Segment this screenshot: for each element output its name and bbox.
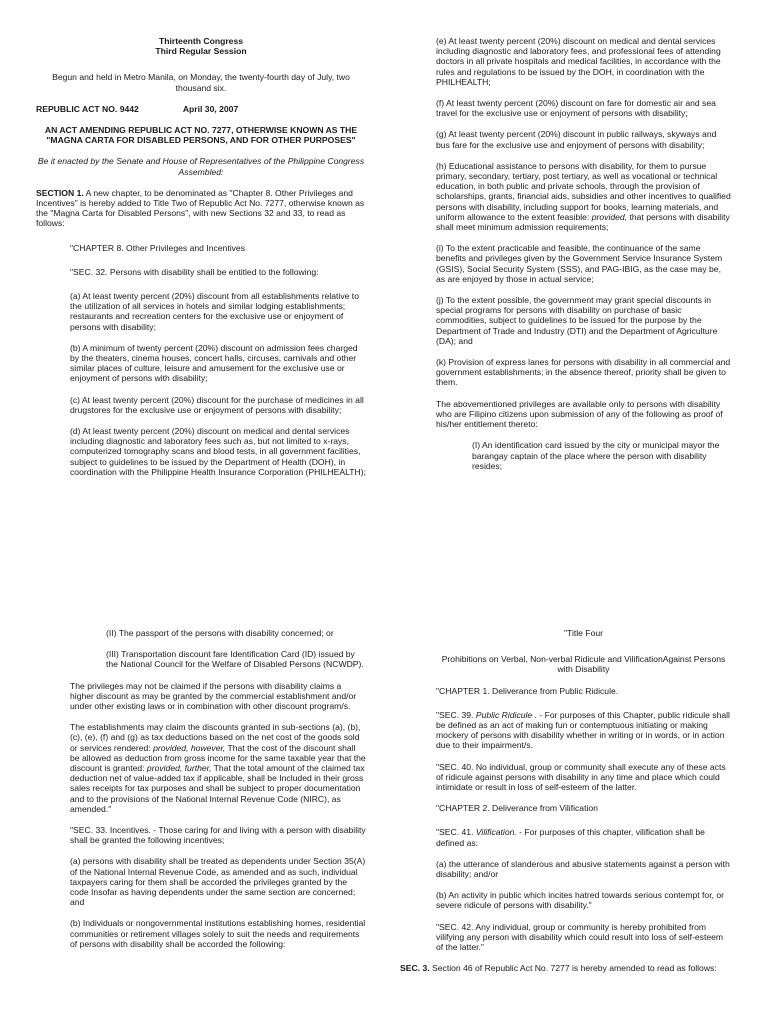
abovementioned-paragraph: The abovementioned privileges are available only to persons with disability who are Filipino citizens upon submission of any of the following as proof of his/her entitlement thereto: (436, 398, 723, 430)
sec-3 (400, 963, 731, 973)
sec-39 (436, 710, 731, 751)
proof-2: (II) The passport of the persons with disability concerned; or (106, 628, 334, 638)
establishments-paragraph (70, 722, 366, 814)
item-b: (b) A minimum of twenty percent (20%) discount on admission fees charged by the theaters, cinema houses, concert halls, circuses, carnivals and other similar places of culture, leisure and amusement for the exclusive use or enjoyment of persons with disability; (70, 342, 358, 384)
sec-41-term: Vilification. (475, 827, 517, 838)
sec-3-label: SEC. 3. (400, 963, 430, 974)
chapter-2-heading: "CHAPTER 2. Deliverance from Vilification (436, 803, 598, 814)
congress-heading: Thirteenth Congress (158, 36, 244, 46)
item-c: (c) At least twenty percent (20%) discount for the purchase of medicines in all drugstores for the exclusive use or enjoyment of persons with disability; (70, 394, 364, 415)
item-h-text-1: (h) Educational assistance to persons with disability, for them to pursue primary, secondary, tertiary, post tertiary, as well as vocational or technical education, in both public and private schools, through the provision of scholarships, grants, financial aids, subsidies and other incentives to qualified persons with disability, including support for books, learning materials, and uniform allowance to the extent feasible: (436, 160, 731, 222)
item-e: (e) At least twenty percent (20%) discount on medical and dental services including diagnostic and laboratory fees, and professional fees of attending doctors in all private hospitals and medical facilities, in accordance with the rules and regulations to be issued by the DOH, in coordination with the PHILHEALTH; (436, 36, 721, 87)
estab-text-2: That the cost of the discount shall be allowed as deduction from gross income for the same taxable year that the discount is granted: (70, 742, 366, 774)
chapter-8-heading: "CHAPTER 8. Other Privileges and Incentives (70, 242, 245, 253)
item-i: (i) To the extent practicable and feasible, the continuance of the same benefits and privileges given by the Government Service Insurance System (GSIS), Social Security System (SSS), and PAG-IBIG, as the case may be, as are enjoyed by those in actual service; (436, 243, 723, 284)
sec-3-text: Section 46 of Republic Act No. 7277 is hereby amended to read as follows: (429, 963, 717, 974)
title-four: "Title Four (563, 628, 604, 638)
act-title: AN ACT AMENDING REPUBLIC ACT NO. 7277, OTHERWISE KNOWN AS THE "MAGNA CARTA FOR DISABLED PERSONS, AND FOR OTHER PURPOSES" (44, 125, 358, 146)
sec-41-b: (b) An activity in public which incites hatred towards serious contempt for, or severe ridicule of persons with disability." (436, 890, 725, 911)
sec-41-a: (a) the utterance of slanderous and abusive statements against a person with disability; and/or (436, 858, 730, 880)
sec-39-pre: "SEC. 39. (436, 709, 476, 720)
item-a: (a) At least twenty percent (20%) discount from all establishments relative to the utilization of all services in hotels and similar lodging establishments; restaurants and recreation centers for the exclusive use or enjoyment of persons with disability; (70, 291, 359, 332)
sec-39-term: Public Ridicule . (475, 709, 537, 720)
item-h-provided: provided, (591, 211, 628, 222)
chapter-1-heading: "CHAPTER 1. Deliverance from Public Ridicule. (436, 685, 619, 696)
sec-40: "SEC. 40. No individual, group or community shall execute any of these acts of ridicule against persons with disability in any time and place which could intimidate or result in loss of self-esteem of the latter. (436, 761, 726, 793)
item-k: (k) Provision of express lanes for persons with disability in all commercial and government establishments; in the absence thereof, priority shall be given to them. (436, 357, 731, 388)
item-j: (j) To the extent possible, the government may grant special discounts in special programs for persons with disability on purchase of basic commodities, subject to guidelines to be issued for the purpose by the Department of Trade and Industry (DTI) and the Department of Agriculture (DA); and (436, 295, 718, 346)
sec-32: "SEC. 32. Persons with disability shall be entitled to the following: (70, 266, 319, 277)
section-1-label: SECTION 1. (36, 187, 84, 198)
sec-33-b: (b) Individuals or nongovernmental institutions establishing homes, residential communities or retirement villages solely to suit the needs and requirements of persons with disability shall be accorded the following: (70, 918, 366, 949)
page2-left-column (36, 628, 366, 960)
sec-41 (436, 827, 731, 847)
estab-text-1: The establishments may claim the discounts granted in sub-sections (a), (b), (c), (e), (f) and (g) as tax deductions based on the net cost of the goods sold or services rendered: (70, 722, 361, 753)
enacting-clause: Be it enacted by the Senate and House of Representatives of the Philippine Congress Assembled: (37, 156, 365, 177)
sec-33-a: (a) persons with disability shall be treated as dependents under Section 35(A) of the National Internal Revenue Code, as amended and as such, individual taxpayers caring for them shall be accorded the privileges granted by the code Insofar as having dependents under the same section are concerned; and (70, 856, 366, 908)
prohibitions-heading: Prohibitions on Verbal, Non-verbal Ridicule and VilificationAgainst Persons with Disability (441, 654, 726, 675)
page1-right-column (436, 36, 731, 482)
session-heading: Third Regular Session (155, 46, 247, 57)
ra-number: REPUBLIC ACT NO. 9442 (36, 103, 139, 114)
sec-41-pre: "SEC. 41. (436, 827, 476, 838)
sec-39-text: - For purposes of this Chapter, public ridicule shall be defined as an act of making fun or contemptuous initiating or making mockery of persons with disability whether in writing or in words, or in action due to their impairment/s. (436, 709, 730, 751)
page2-right-column (400, 628, 731, 984)
privileges-claim: The privileges may not be claimed if the persons with disability claims a higher discount as may be granted by the commercial establishment and/or under other existing laws or in combination with other discount program/s. (70, 680, 357, 712)
section-1-text: A new chapter, to be denominated as "Chapter 8. Other Privileges and Incentives" is hereby added to Title Two of Republic Act No. 7277, otherwise known as the "Magna Carta for Disabled Persons", with new Sections 32 and 33, to read as follows: (36, 187, 365, 229)
item-g: (g) At least twenty percent (20%) discount in public railways, skyways and bus fare for the exclusive use and enjoyment of persons with disability; (436, 129, 717, 150)
sec-42: "SEC. 42. Any individual, group or community is hereby prohibited from vilifying any person with disability which could result into loss of self-esteem of the latter." (436, 921, 724, 953)
sec-33: "SEC. 33. Incentives. - Those caring for and living with a person with disability shall be granted the following incentives; (70, 825, 366, 846)
estab-text-3: That the total amount of the claimed tax deduction net of value-added tax if applicable, shall be Included in their gross sales receipts for tax purposes and shall be subject to proper documentation and to the provisions of the National Internal Revenue Code (NIRC), as amended." (70, 763, 365, 814)
proof-3: (III) Transportation discount fare Identification Card (ID) issued by the National Council for the Welfare of Disabled Persons (NCWDP). (106, 649, 364, 670)
item-h-text-2: that persons with disability shall meet minimum admission requirements; (436, 211, 730, 233)
estab-provided-however: provided, however, (153, 742, 226, 753)
sec-41-text: - For purposes of this chapter, vilification shall be defined as: (436, 827, 705, 848)
item-h (436, 161, 731, 232)
item-d: (d) At least twenty percent (20%) discount on medical and dental services including diagnostic and laboratory fees such as, but not limited to x-rays, computerized tomography scans and blood tests, in all government facilities, subject to guidelines to be issued by the Department of Health (DOH), in coordination with the Philippine Health Insurance Corporation (PHILHEALTH); (70, 426, 366, 477)
proof-1: (I) An identification card issued by the city or municipal mayor the barangay captain of the place where the person with disability resides; (472, 440, 720, 471)
section-1 (36, 188, 366, 229)
estab-provided-further: provided, further, (146, 763, 212, 774)
ra-header (36, 104, 366, 114)
ra-date: April 30, 2007 (182, 103, 239, 114)
begun-paragraph: Begun and held in Metro Manila, on Monday, the twenty-fourth day of July, two thousand six. (52, 72, 350, 93)
page1-left-column (36, 36, 366, 488)
item-f: (f) At least twenty percent (20%) discount on fare for domestic air and sea travel for the exclusive use or enjoyment of persons with disability; (436, 98, 716, 119)
